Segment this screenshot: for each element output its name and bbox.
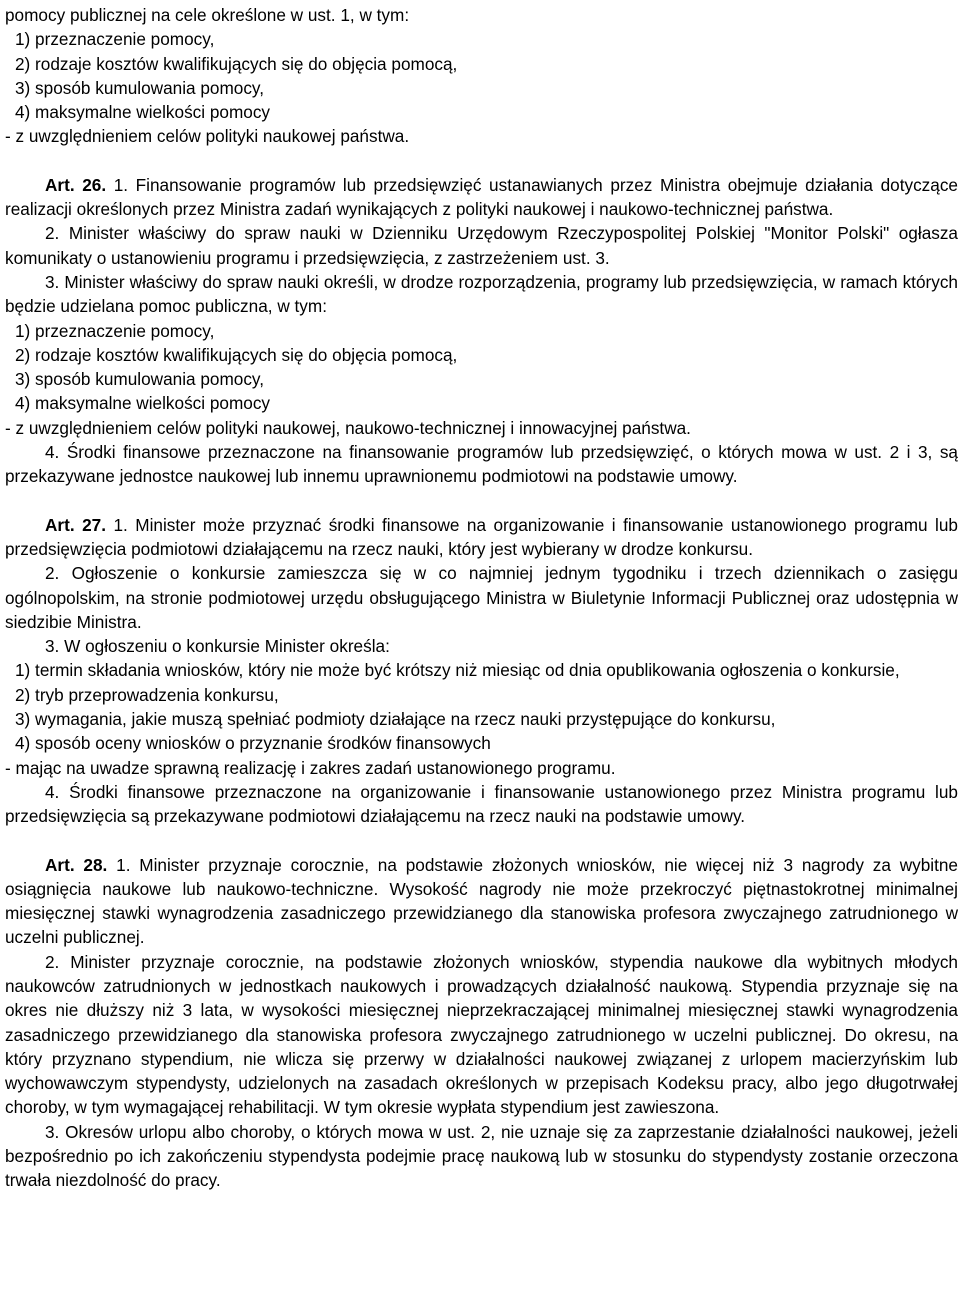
list-item: 2) tryb przeprowadzenia konkursu,: [15, 684, 279, 705]
top-intro: pomocy publicznej na cele określone w ust. 1, w tym:: [5, 5, 410, 25]
art26-p1-text: 1. Finansowanie programów lub przedsięwzięć ustanawianych przez Ministra obejmuje działania dotyczące realizacji określonych przez Ministra zadań wynikających z polityki naukowej i naukowo-technicznej państwa.: [5, 174, 958, 220]
art26-paragraph-4: 4. Środki finansowe przeznaczone na finansowanie programów lub przedsięwzięć, o których mowa w ust. 2 i 3, są przekazywane jednostce naukowej lub innemu uprawnionemu podmiotowi na podstawie umowy.: [5, 442, 958, 487]
art27-paragraph-2: 2. Ogłoszenie o konkursie zamieszcza się w co najmniej jednym tygodniku i trzech dziennikach o zasięgu ogólnopolskim, na stronie podmiotowej urzędu obsługującego Ministra w Biuletynie Informacji Publicznej oraz udostępnia w siedzibie Ministra.: [5, 563, 958, 632]
art26-paragraph-1: [5, 173, 958, 222]
art26-paragraph-3: 3. Minister właściwy do spraw nauki określi, w drodze rozporządzenia, programy lub przedsięwzięcia, w ramach których będzie udzielana pomoc publiczna, w tym:: [5, 271, 958, 317]
art28-paragraph-2: 2. Minister przyznaje corocznie, na podstawie złożonych wniosków, stypendia naukowe dla wybitnych młodych naukowców zatrudnionych w jednostkach naukowych i prowadzących działalność naukową. Stypendia przyznaje się na okres nie dłuższy niż 3 lata, w wysokości miesięcznej nieprzekraczającej minimalnej miesięcznej stawki wynagrodzenia zasadniczego przewidzianego dla stanowiska profesora zwyczajnego zatrudnionego w uczelni publicznej. Do okresu, na który przyznano stypendium, nie wlicza się przerwy w działalności naukowej związanej z urlopem macierzyńskim lub wychowawczym stypendysty, udzielonych na zasadach określonych w przepisach Kodeksu pracy, albo jego długotrwałej choroby, w tym wymagającej rehabilitacji. W tym okresie wypłata stypendium jest zawieszona.: [5, 951, 958, 1118]
art26-paragraph-2: 2. Minister właściwy do spraw nauki w Dzienniku Urzędowym Rzeczypospolitej Polskiej "Monitor Polski" ogłasza komunikaty o ustanowieniu programu i przedsięwzięcia, z zastrzeżeniem ust. 3.: [5, 223, 958, 268]
top-closing: - z uwzględnieniem celów polityki naukowej państwa.: [5, 126, 410, 147]
document-page: [5, 3, 958, 1193]
art27-heading: Art. 27.: [45, 514, 106, 535]
list-item: 2) rodzaje kosztów kwalifikujących się do objęcia pomocą,: [15, 344, 458, 365]
art28-heading: Art. 28.: [45, 854, 108, 875]
art27-paragraph-3: 3. W ogłoszeniu o konkursie Minister określa:: [45, 636, 390, 657]
art27-p1-text: 1. Minister może przyznać środki finansowe na organizowanie i finansowanie ustanowionego programu lub przedsięwzięcia podmiotowi działającemu na rzecz nauki, który jest wybierany w drodze konkursu.: [5, 514, 958, 559]
art28-p1-text: 1. Minister przyznaje corocznie, na podstawie złożonych wniosków, nie więcej niż 3 nagrody za wybitne osiągnięcia naukowe lub naukowo-techniczne. Wysokość nagrody nie może przekroczyć piętnastokrotnej minimalnej miesięcznej stawki wynagrodzenia zasadniczego przewidzianego dla stanowiska profesora zwyczajnego zatrudnionego w uczelni publicznej.: [5, 854, 958, 948]
art27-paragraph-4: 4. Środki finansowe przeznaczone na organizowanie i finansowanie ustanowionego przez Ministra programu lub przedsięwzięcia są przekazywane podmiotowi działającemu na rzecz nauki na podstawie umowy.: [5, 781, 958, 827]
list-item: 4) maksymalne wielkości pomocy: [15, 393, 271, 414]
art28-paragraph-1: [5, 853, 958, 950]
list-item: 1) przeznaczenie pomocy,: [15, 29, 215, 50]
list-item: 3) sposób kumulowania pomocy,: [15, 369, 265, 390]
art26-closing: - z uwzględnieniem celów polityki naukowej, naukowo-technicznej i innowacyjnej państwa.: [5, 417, 691, 438]
list-item: 4) maksymalne wielkości pomocy: [15, 102, 271, 123]
list-item: 1) termin składania wniosków, który nie może być krótszy niż miesiąc od dnia opublikowania ogłoszenia o konkursie,: [15, 660, 900, 681]
art27-paragraph-1: [5, 513, 958, 562]
list-item: 4) sposób oceny wniosków o przyznanie środków finansowych: [15, 733, 491, 754]
list-item: 3) wymagania, jakie muszą spełniać podmioty działające na rzecz nauki przystępujące do konkursu,: [15, 709, 776, 730]
list-item: 2) rodzaje kosztów kwalifikujących się do objęcia pomocą,: [15, 53, 458, 74]
art27-closing: - mając na uwadze sprawną realizację i zakres zadań ustanowionego programu.: [5, 757, 616, 778]
list-item: 1) przeznaczenie pomocy,: [15, 320, 215, 341]
list-item: 3) sposób kumulowania pomocy,: [15, 77, 265, 98]
art28-paragraph-3: 3. Okresów urlopu albo choroby, o których mowa w ust. 2, nie uznaje się za zaprzestanie działalności naukowej, jeżeli bezpośrednio po ich zakończeniu stypendysta podejmie pracę naukową lub w stosunku do stypendysty zostanie orzeczona trwała niezdolność do pracy.: [5, 1121, 958, 1191]
art26-heading: Art. 26.: [45, 174, 107, 195]
